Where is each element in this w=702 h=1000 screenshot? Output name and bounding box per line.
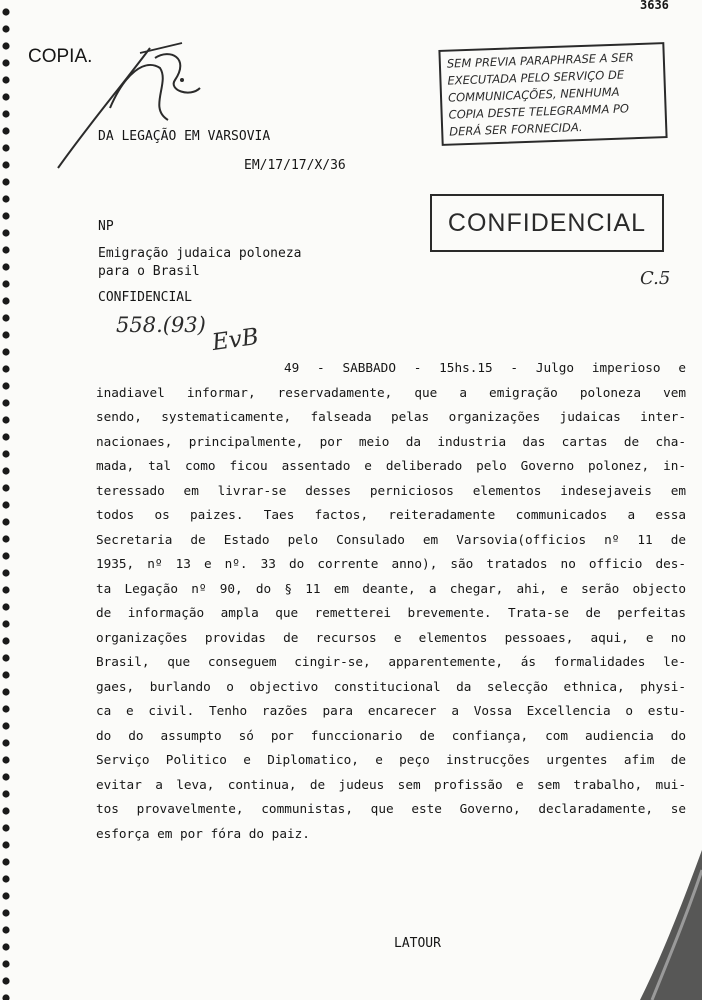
classification: CONFIDENCIAL [98, 290, 192, 305]
binder-hole [2, 790, 9, 797]
binder-hole [2, 195, 9, 202]
binder-hole [2, 909, 9, 916]
binder-hole [2, 297, 9, 304]
confidencial-stamp-text: CONFIDENCIAL [447, 208, 647, 237]
binder-hole [2, 365, 9, 372]
binder-hole [2, 59, 9, 66]
binder-hole [2, 433, 9, 440]
body-line: evitar a leva, continua, de judeus sem profissão e sem trabalho, mui- [96, 776, 686, 792]
binder-hole [2, 722, 9, 729]
binder-hole [2, 892, 9, 899]
body-line: ca e civil. Tenho razões para encarecer a Vossa Excellencia o estu- [96, 703, 686, 718]
binder-hole [2, 501, 9, 508]
legation-header: DA LEGAÇÃO EM VARSOVIA [98, 129, 271, 144]
binder-hole [2, 518, 9, 525]
paraphrase-stamp [438, 42, 667, 146]
binder-hole [2, 807, 9, 814]
binder-hole [2, 637, 9, 644]
stamp-line: DERÁ SER FORNECIDA. [449, 119, 583, 139]
body-line: Serviço Politico e Diplomatico, e peço instrucções urgentes afim de [96, 752, 686, 767]
binder-hole [2, 773, 9, 780]
body-line: Brasil, que conseguem cingir-se, apparentemente, ás formalidades le- [96, 654, 686, 669]
code-np: NP [98, 219, 114, 234]
binder-hole [2, 603, 9, 610]
binder-hole [2, 535, 9, 542]
binder-hole [2, 25, 9, 32]
body-line: gaes, burlando o objectivo constitucional da selecção ethnica, physi- [96, 678, 686, 694]
binder-hole [2, 93, 9, 100]
binder-hole [2, 127, 9, 134]
stamp-line: COPIA DESTE TELEGRAMMA PO [448, 101, 630, 122]
binder-hole [2, 212, 9, 219]
body-line: tos provavelmente, communistas, que este Governo, declaradamente, se [96, 801, 686, 816]
handwritten-scribble [50, 28, 210, 178]
telegram-body [96, 356, 686, 846]
body-line: nacionaes, principalmente, por meio da industria das cartas de cha- [96, 433, 686, 449]
body-line: do do assumpto só por funccionario de confiança, com audiencia do [96, 727, 686, 743]
binder-hole [2, 110, 9, 117]
binder-hole [2, 178, 9, 185]
binder-hole [2, 943, 9, 950]
handwritten-initials: EvB [210, 323, 261, 357]
stamp-line: SEM PREVIA PARAPHRASE A SER [446, 50, 634, 71]
body-line: inadiavel informar, reservadamente, que a emigração poloneza vem [96, 384, 686, 400]
binder-hole [2, 8, 9, 15]
binder-hole [2, 688, 9, 695]
binder-hole [2, 994, 9, 1000]
body-line: organizações providas de recursos e elementos pessoaes, aqui, e no [96, 629, 686, 645]
date-reference: EM/17/17/X/36 [244, 158, 346, 173]
body-line: ta Legação nº 90, do § 11 em deante, a chegar, ahi, e serão objecto [96, 580, 686, 596]
page-number: 3636 [640, 0, 669, 12]
binder-hole [2, 620, 9, 627]
binder-hole [2, 280, 9, 287]
binder-hole [2, 705, 9, 712]
binder-hole [2, 739, 9, 746]
signature: LATOUR [394, 936, 441, 951]
binder-hole [2, 331, 9, 338]
binder-hole [2, 926, 9, 933]
binder-hole [2, 756, 9, 763]
stamp-line: EXECUTADA PELO SERVIÇO DE [447, 67, 625, 88]
binder-hole [2, 76, 9, 83]
body-line: Secretaria de Estado pelo Consulado em Varsovia(officios nº 11 de [96, 531, 686, 547]
body-line: mada, tal como ficou assentado e deliberado pelo Governo polonez, in- [96, 458, 686, 473]
binder-hole [2, 552, 9, 559]
body-line: 1935, nº 13 e nº. 33 do corrente anno), são tratados no officio des- [96, 556, 686, 571]
binder-hole [2, 841, 9, 848]
binder-hole [2, 263, 9, 270]
binder-hole [2, 671, 9, 678]
binder-hole [2, 467, 9, 474]
binder-hole [2, 858, 9, 865]
binder-holes [0, 0, 20, 1000]
binder-hole [2, 824, 9, 831]
binder-hole [2, 416, 9, 423]
binder-hole [2, 654, 9, 661]
handwritten-margin-mark: C.5 [640, 268, 671, 289]
binder-hole [2, 960, 9, 967]
binder-hole [2, 977, 9, 984]
binder-hole [2, 161, 9, 168]
page-fold-shadow [600, 850, 702, 1000]
copia-label: COPIA. [28, 46, 93, 67]
body-line: de informação ampla que remetterei brevemente. Trata-se de perfeitas [96, 605, 686, 620]
binder-hole [2, 246, 9, 253]
binder-hole [2, 875, 9, 882]
body-line: todos os paizes. Taes factos, reiteradamente communicados a essa [96, 507, 686, 522]
binder-hole [2, 144, 9, 151]
body-line: 49 - SABBADO - 15hs.15 - Julgo imperioso e [284, 360, 686, 375]
subject-line: Emigração judaica poloneza [98, 246, 302, 261]
binder-hole [2, 586, 9, 593]
stamp-line: COMMUNICAÇÕES, NENHUMA [447, 84, 620, 105]
binder-hole [2, 314, 9, 321]
binder-hole [2, 399, 9, 406]
binder-hole [2, 484, 9, 491]
binder-hole [2, 569, 9, 576]
binder-hole [2, 382, 9, 389]
body-line: sendo, systematicamente, falseada pelas organizações judaicas inter- [96, 409, 686, 424]
binder-hole [2, 42, 9, 49]
body-line: teressado em livrar-se desses perniciosos elementos indesejaveis em [96, 482, 686, 498]
handwritten-reference: 558.(93) [116, 313, 206, 337]
subject-line: para o Brasil [98, 264, 200, 279]
binder-hole [2, 229, 9, 236]
binder-hole [2, 450, 9, 457]
confidencial-stamp [430, 194, 664, 252]
binder-hole [2, 348, 9, 355]
body-line: esforça em por fóra do paiz. [96, 825, 310, 841]
